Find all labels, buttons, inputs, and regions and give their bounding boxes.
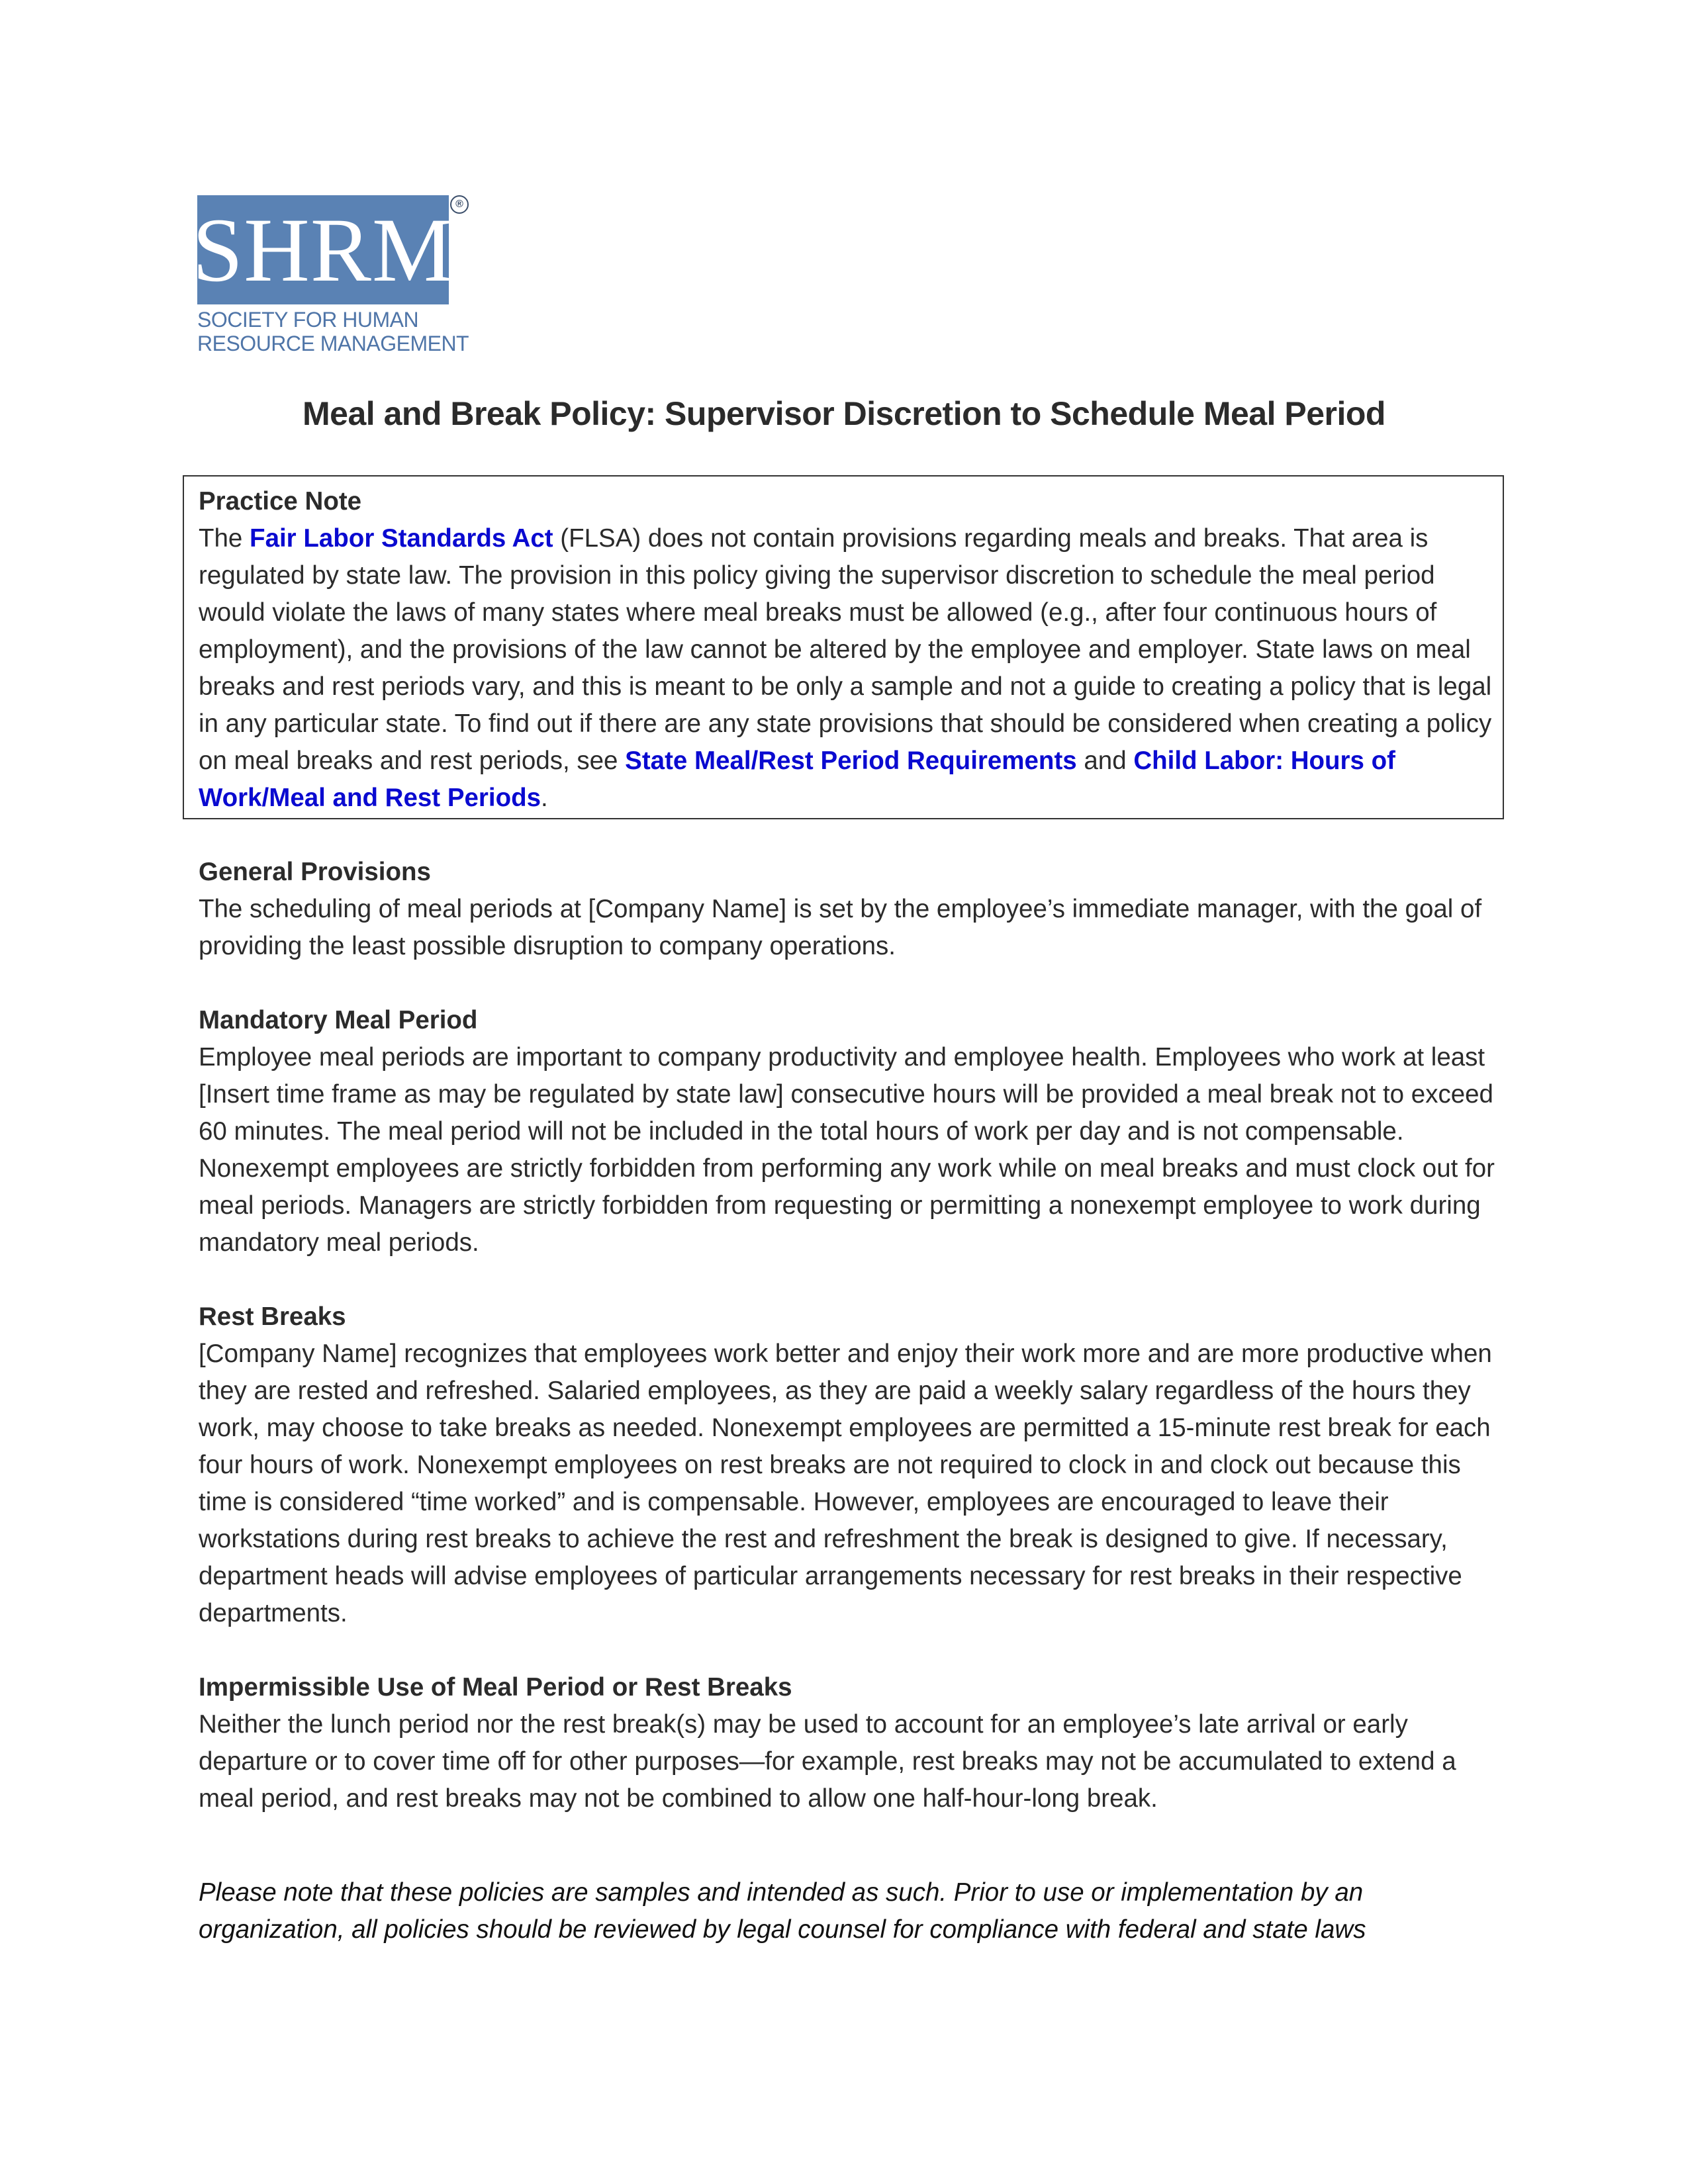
section-general-provisions <box>199 854 1496 965</box>
section-body: The scheduling of meal periods at [Company Name] is set by the employee’s immediate manager, with the goal of providing the least possible disruption to company operations. <box>199 895 1482 960</box>
shrm-tagline-line2: RESOURCE MANAGEMENT <box>197 332 469 355</box>
section-body: [Company Name] recognizes that employees work better and enjoy their work more and are more productive when they are rested and refreshed. Salaried employees, as they are paid a weekly salary regardless of the hours they work, may choose to take breaks as needed. Nonexempt employees are permitted a 15-minute rest break for each four hours of work. Nonexempt employees on rest breaks are not required to clock in and clock out because this time is considered “time worked” and is compensable. However, employees are encouraged to leave their workstations during rest breaks to achieve the rest and refreshment the break is designed to give. If necessary, department heads will advise employees of particular arrangements necessary for rest breaks in their respective departments. <box>199 1340 1492 1627</box>
shrm-logo <box>192 195 469 357</box>
section-impermissible-use <box>199 1669 1496 1817</box>
practice-note-text-2: (FLSA) does not contain provisions regarding meals and breaks. That area is regulated by state law. The provision in this policy giving the supervisor discretion to schedule the meal period would violate the laws of many states where meal breaks must be allowed (e.g., after four continuous hours of employment), and the provisions of the law cannot be altered by the employee and employer. State laws on meal breaks and rest periods vary, and this is meant to be only a sample and not a guide to creating a policy that is legal in any particular state. To find out if there are any state provisions that should be considered when creating a policy on meal breaks and rest periods, see <box>199 524 1492 775</box>
registered-mark: ® <box>450 195 469 214</box>
shrm-logo-box <box>192 195 454 304</box>
section-body: Employee meal periods are important to company productivity and employee health. Employees who work at least [Insert time frame as may be regulated by state law] consecutive hours will be provided a meal break not to exceed 60 minutes. The meal period will not be included in the total hours of work per day and is not compensable. Nonexempt employees are strictly forbidden from performing any work while on meal breaks and must clock out for meal periods. Managers are strictly forbidden from requesting or permitting a nonexempt employee to work during mandatory meal periods. <box>199 1043 1495 1257</box>
section-mandatory-meal-period <box>199 1002 1496 1261</box>
practice-note-text-1: The <box>199 524 250 553</box>
shrm-tagline-line1: SOCIETY FOR HUMAN <box>197 308 419 332</box>
section-heading: Impermissible Use of Meal Period or Rest Breaks <box>199 1673 792 1702</box>
practice-note-text-4: . <box>541 784 548 812</box>
section-heading: General Provisions <box>199 858 431 886</box>
section-heading: Mandatory Meal Period <box>199 1006 478 1034</box>
shrm-wordmark: SHRM <box>192 199 454 300</box>
section-body: Neither the lunch period nor the rest break(s) may be used to account for an employee’s late arrival or early departure or to cover time off for other purposes—for example, rest breaks may not be accumulated to extend a meal period, and rest breaks may not be combined to allow one half-hour-long break. <box>199 1710 1456 1813</box>
section-heading: Rest Breaks <box>199 1302 346 1331</box>
practice-note-text-3: and <box>1076 747 1134 775</box>
shrm-tagline <box>197 308 475 355</box>
child-labor-link[interactable]: Child Labor: Hours of Work/Meal and Rest Periods <box>199 747 1395 812</box>
section-rest-breaks <box>199 1298 1496 1632</box>
practice-note-heading: Practice Note <box>199 487 362 516</box>
state-meal-rest-link[interactable]: State Meal/Rest Period Requirements <box>625 747 1077 775</box>
page-title: Meal and Break Policy: Supervisor Discretion to Schedule Meal Period <box>303 395 1385 432</box>
disclaimer: Please note that these policies are samples and intended as such. Prior to use or implementation by an organization, all policies should be reviewed by legal counsel for compliance with federal and state laws <box>199 1878 1366 1944</box>
flsa-link[interactable]: Fair Labor Standards Act <box>250 524 553 553</box>
practice-note <box>199 483 1496 817</box>
